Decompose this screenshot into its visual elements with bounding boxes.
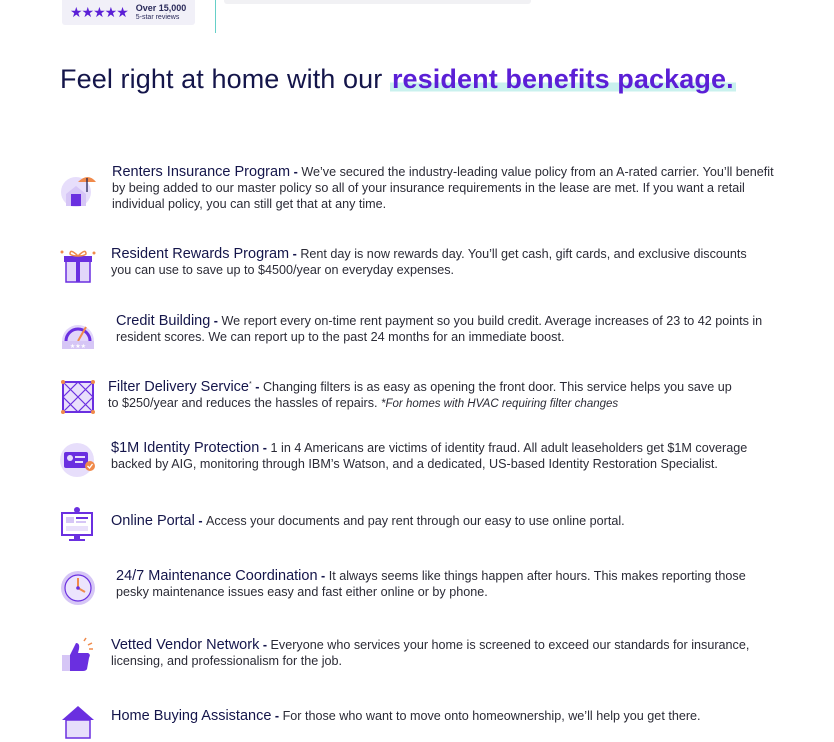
benefit-description: For those who want to move onto homeownership, we’ll help you get there. (282, 709, 701, 723)
benefit-description: Everyone who services your home is screened to exceed our standards for insurance, licensing, and professionalism for the job. (111, 638, 750, 668)
rating-caption: 5-star reviews (135, 13, 180, 21)
air-filter-icon (58, 377, 98, 417)
benefit-title: Renters Insurance Program (112, 164, 291, 180)
benefit-title: Filter Delivery Service (108, 379, 249, 396)
thumbs-up-icon (58, 637, 98, 677)
benefit-description: Changing filters is as easy as opening the front door. This service helps you save up to $250/year and reduces the hassles of repairs. (108, 380, 732, 411)
benefit-description: We’ve secured the industry-leading value policy from an A-rated carrier. You’ll benefit by being added to our master policy so all of your insurance requirements in the lease are met. If you want a retail individual policy, you can still get that at any time. (112, 165, 774, 211)
headline-accent: resident benefits package. (391, 64, 734, 94)
benefit-description: It always seems like things happen after hours. This makes reporting those pesky maintenance issues easy and fast either online or by phone. (116, 569, 746, 599)
benefit-title: Home Buying Assistance (111, 708, 272, 724)
benefit-title: 24/7 Maintenance Coordination (116, 568, 318, 584)
gift-icon (58, 246, 98, 286)
identity-card-icon (58, 440, 98, 480)
rating-count: Over 15,000 (135, 2, 187, 13)
svg-text:★★★: ★★★ (69, 344, 87, 350)
benefit-title: Vetted Vendor Network (111, 637, 260, 653)
rating-badge (62, 0, 195, 25)
benefit-footnote: *For homes with HVAC requiring filter changes (381, 398, 619, 411)
computer-portal-icon (58, 505, 98, 545)
benefit-description: We report every on-time rent payment so you build credit. Average increases of 23 to 42 points in resident scores. We can report up to the past 24 months for an immediate boost. (116, 314, 763, 344)
benefit-description: Rent day is now rewards day. You’ll get cash, gift cards, and exclusive discounts you can use to save up to $4500/year on everyday expenses. (111, 247, 747, 277)
top-bar (224, 0, 531, 4)
benefit-title: Resident Rewards Program (111, 246, 290, 262)
benefit-description: Access your documents and pay rent through our easy to use online portal. (206, 514, 625, 528)
benefit-title: Credit Building (116, 313, 211, 329)
clock-icon (58, 568, 98, 608)
benefit-title: Online Portal (111, 513, 195, 529)
page-title: Feel right at home with our resident benefits package. (60, 64, 734, 94)
benefit-description: 1 in 4 Americans are victims of identity fraud. All adult leaseholders get $1M coverage backed by AIG, monitoring through IBM’s Watson, and a dedicated, US-based Identity Restoration Specialist. (111, 441, 748, 471)
umbrella-house-icon (58, 170, 98, 210)
divider (215, 0, 216, 33)
benefit-title: $1M Identity Protection (111, 440, 260, 456)
house-key-icon (58, 702, 98, 742)
credit-gauge-icon (58, 313, 98, 353)
five-star-rating: ★★★★★ (70, 4, 128, 20)
